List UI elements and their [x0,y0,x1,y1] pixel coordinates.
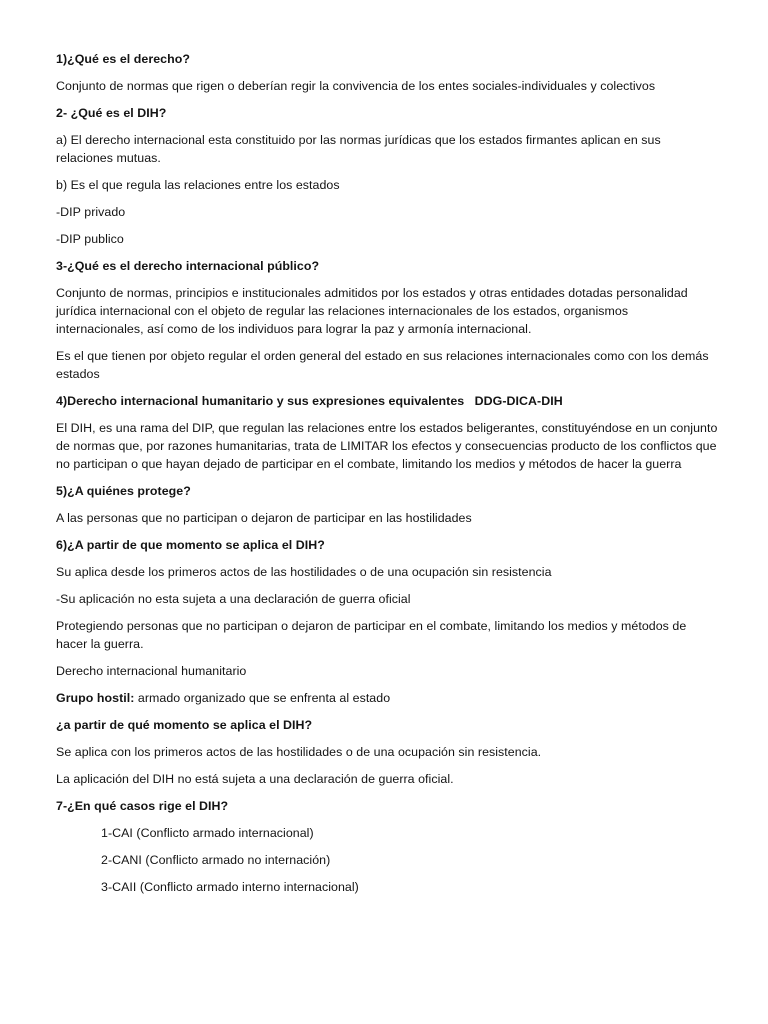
list-item: 1-CAI (Conflicto armado internacional) [101,826,314,840]
list-item: -DIP privado [56,205,126,219]
answer-paragraph: Se aplica con los primeros actos de las hostilidades o de una ocupación sin resistencia. [56,745,542,759]
list-item: 2-CANI (Conflicto armado no internación) [101,853,331,867]
answer-paragraph: El DIH, es una rama del DIP, que regulan las relaciones entre los estados beligerantes, constituyéndose en un conjunto de normas que, por razones humanitarias, trata de LIMITAR los efectos y consecuencias producto de los conflictos que no participan o que hayan dejado de participar en el combate, limitando los medios y métodos de hacer la guerra [56,421,718,471]
question-heading: 1)¿Qué es el derecho? [56,52,190,66]
question-heading: 2- ¿Qué es el DIH? [56,106,167,120]
definition-paragraph [56,689,718,707]
question-heading: 7-¿En qué casos rige el DIH? [56,799,229,813]
answer-paragraph: Protegiendo personas que no participan o dejaron de participar en el combate, limitando los medios y métodos de hacer la guerra. [56,619,687,651]
definition-term: Grupo hostil: [56,691,135,705]
answer-paragraph: A las personas que no participan o dejaron de participar en las hostilidades [56,511,472,525]
answer-paragraph: Derecho internacional humanitario [56,664,247,678]
answer-paragraph: Es el que tienen por objeto regular el orden general del estado en sus relaciones internacionales como con los demás estados [56,349,709,381]
question-heading: 5)¿A quiénes protege? [56,484,191,498]
answer-paragraph: b) Es el que regula las relaciones entre los estados [56,178,340,192]
document-body [56,50,718,905]
answer-paragraph: -Su aplicación no esta sujeta a una declaración de guerra oficial [56,592,411,606]
answer-paragraph: Conjunto de normas, principios e institucionales admitidos por los estados y otras entidades dotadas personalidad jurídica internacional con el objeto de regular las relaciones internacionales de los estados, organismos internacionales, así como de los individuos para lograr la paz y armonía internacional. [56,286,688,336]
answer-paragraph: La aplicación del DIH no está sujeta a una declaración de guerra oficial. [56,772,454,786]
answer-paragraph: a) El derecho internacional esta constituido por las normas jurídicas que los estados firmantes aplican en sus relaciones mutuas. [56,133,661,165]
definition-text: armado organizado que se enfrenta al estado [134,691,391,705]
list-item: -DIP publico [56,232,124,246]
question-heading: 3-¿Qué es el derecho internacional público? [56,259,320,273]
answer-paragraph: Conjunto de normas que rigen o deberían regir la convivencia de los entes sociales-individuales y colectivos [56,79,656,93]
answer-paragraph: Su aplica desde los primeros actos de las hostilidades o de una ocupación sin resistencia [56,565,552,579]
question-heading: ¿a partir de qué momento se aplica el DIH? [56,718,313,732]
question-heading: 4)Derecho internacional humanitario y sus expresiones equivalentes DDG-DICA-DIH [56,394,563,408]
question-heading: 6)¿A partir de que momento se aplica el DIH? [56,538,325,552]
list-item: 3-CAII (Conflicto armado interno internacional) [101,880,359,894]
